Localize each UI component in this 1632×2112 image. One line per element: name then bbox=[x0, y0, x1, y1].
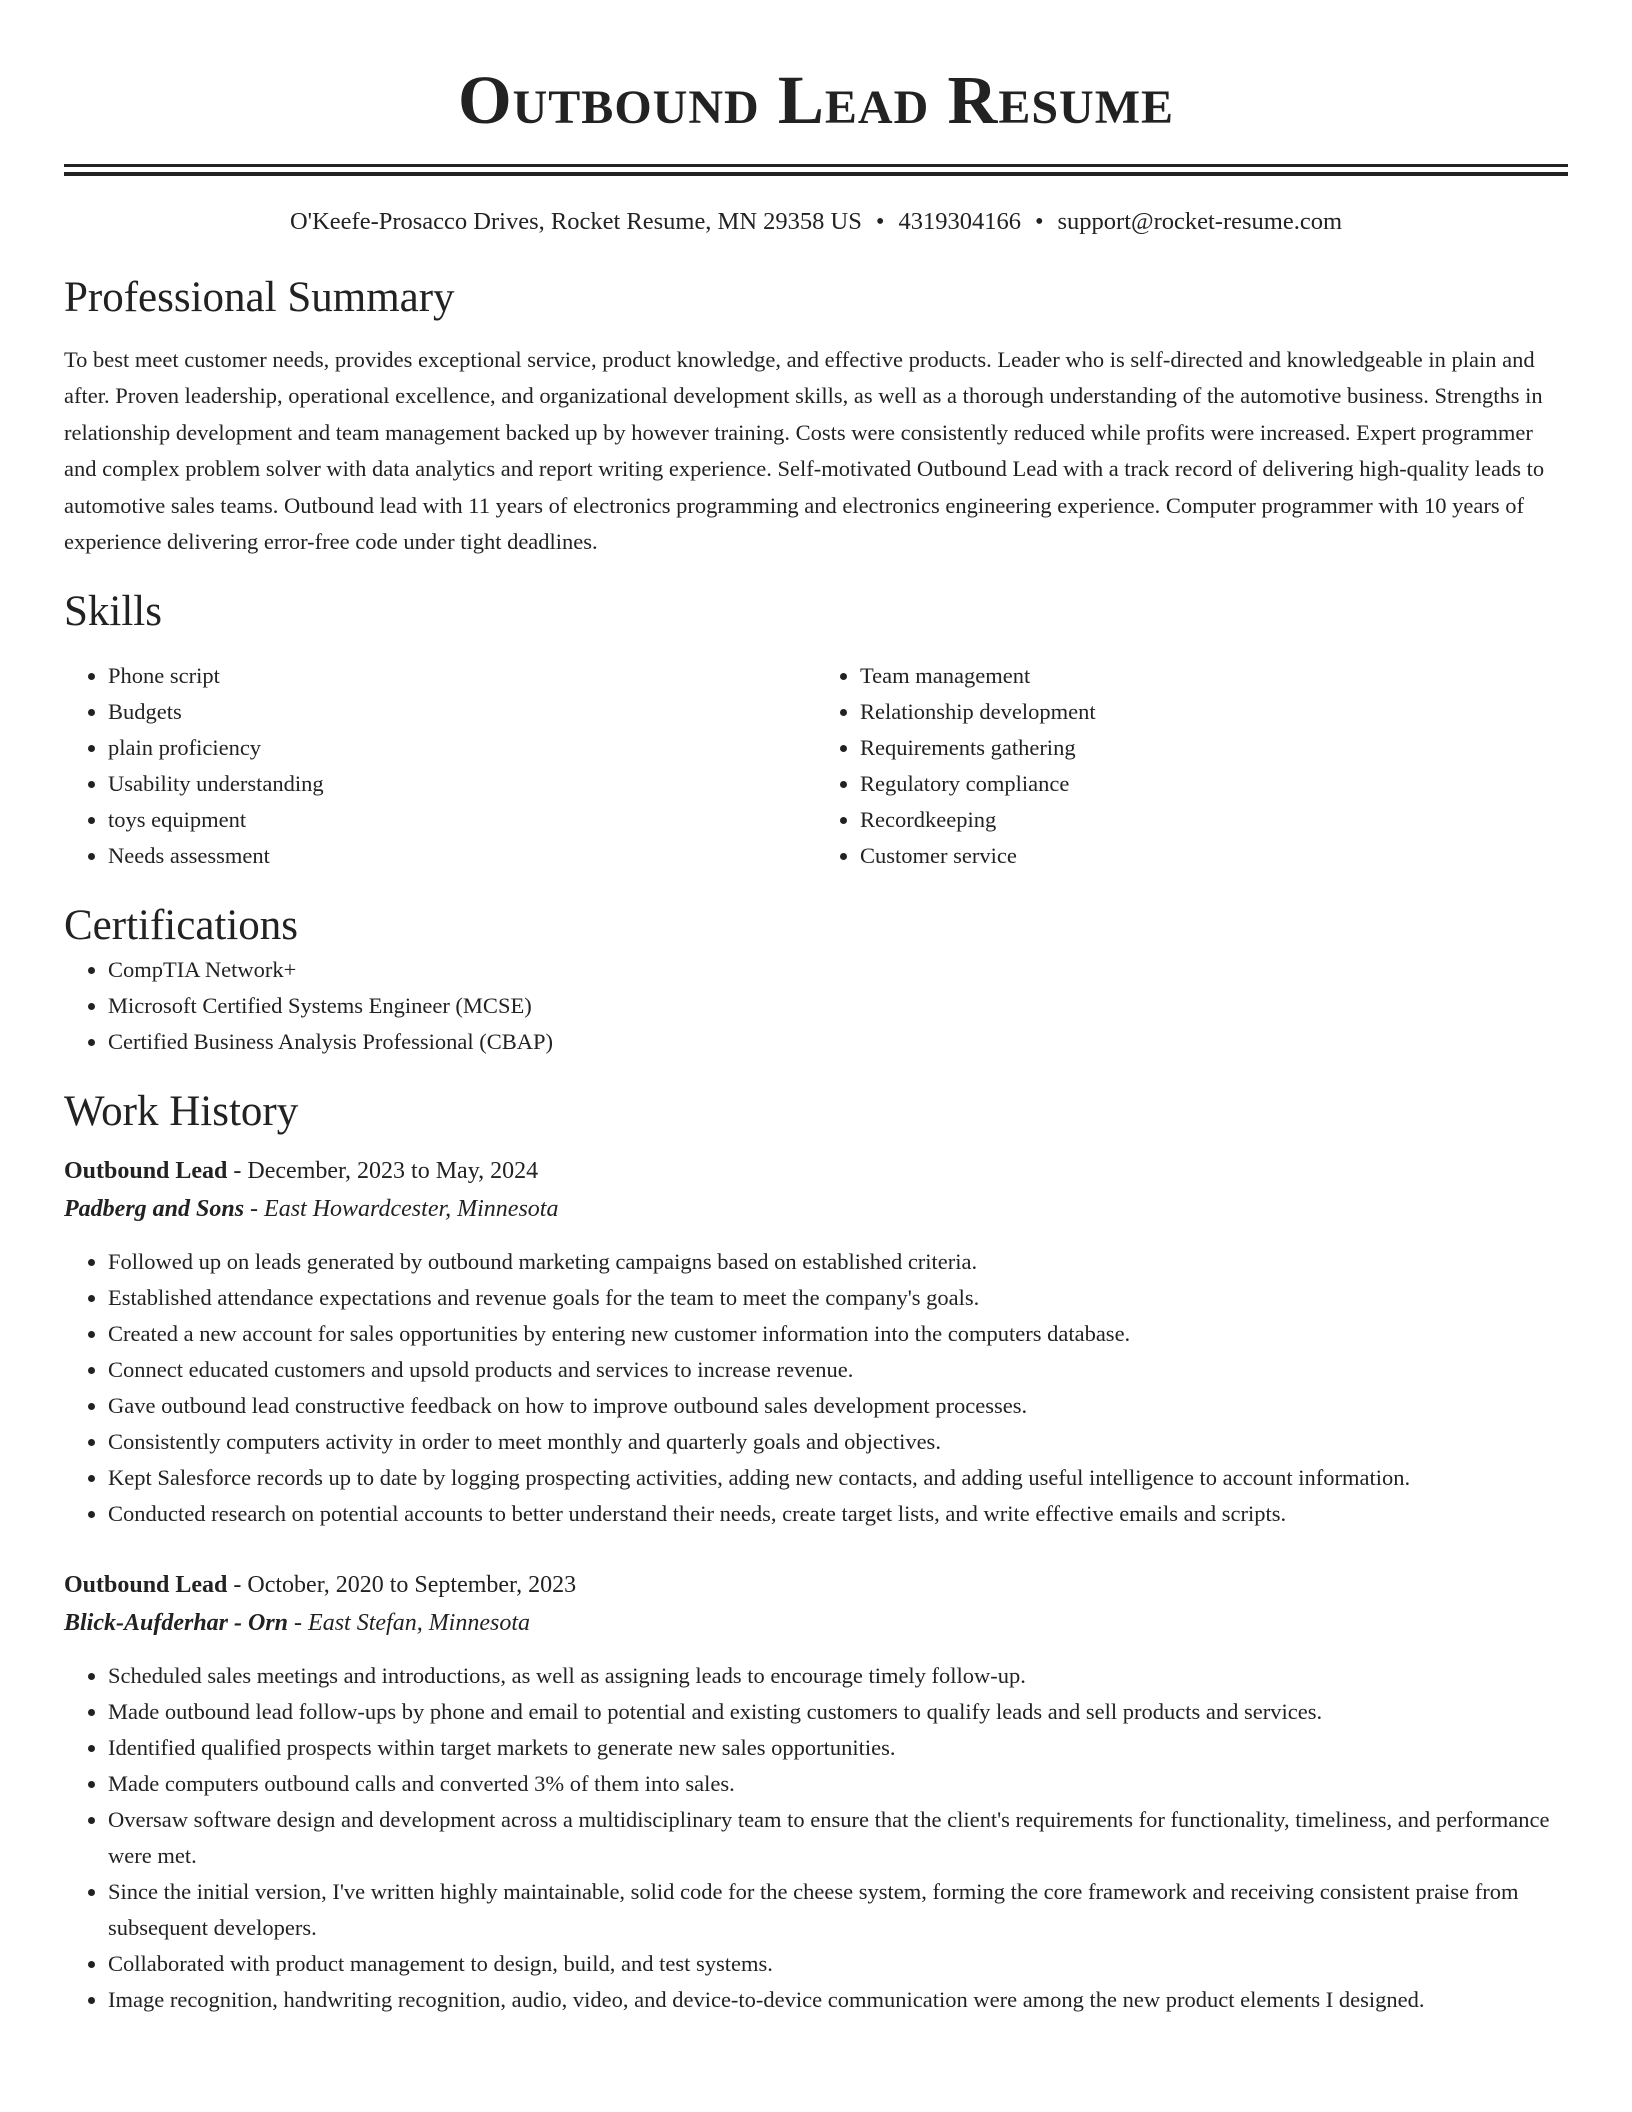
contact-email: support@rocket-resume.com bbox=[1057, 208, 1343, 235]
skill-item: • Phone script bbox=[108, 658, 816, 694]
job-bullet: • Established attendance expectations and revenue goals for the team to meet the company's goals. bbox=[108, 1280, 1568, 1316]
skills-grid bbox=[64, 658, 1568, 874]
skill-item: • Recordkeeping bbox=[860, 802, 1568, 838]
skill-item: • Usability understanding bbox=[108, 766, 816, 802]
title-divider bbox=[64, 164, 1568, 176]
skill-item: • Team management bbox=[860, 658, 1568, 694]
section-title-summary: Professional Summary bbox=[64, 274, 455, 321]
job-title: Outbound Lead bbox=[64, 1158, 228, 1185]
skill-item: • Regulatory compliance bbox=[860, 766, 1568, 802]
skill-item: • plain proficiency bbox=[108, 730, 816, 766]
skill-item: • Relationship development bbox=[860, 694, 1568, 730]
certifications-list bbox=[64, 952, 1568, 1060]
job-bullet: • Made outbound lead follow-ups by phone and email to potential and existing customers to qualify leads and sell products and services. bbox=[108, 1694, 1568, 1730]
section-title-skills: Skills bbox=[64, 588, 162, 636]
skill-item: • Needs assessment bbox=[108, 838, 816, 874]
job-responsibilities bbox=[64, 1244, 1568, 1532]
job-bullet: • Scheduled sales meetings and introductions, as well as assigning leads to encourage timely follow-up. bbox=[108, 1658, 1568, 1694]
skill-item: • Budgets bbox=[108, 694, 816, 730]
skill-item: • Requirements gathering bbox=[860, 730, 1568, 766]
job-bullet: • Connect educated customers and upsold products and services to increase revenue. bbox=[108, 1352, 1568, 1388]
skills-list-right bbox=[816, 658, 1568, 874]
job-bullet: • Since the initial version, I've written highly maintainable, solid code for the cheese system, forming the core framework and receiving consistent praise from subsequent developers. bbox=[108, 1874, 1568, 1946]
job-bullet: • Conducted research on potential accounts to better understand their needs, create target lists, and write effective emails and scripts. bbox=[108, 1496, 1568, 1532]
resume-title: Outbound Lead Resume bbox=[457, 62, 1175, 138]
professional-summary-section bbox=[64, 272, 1568, 560]
job-bullet: • Consistently computers activity in order to meet monthly and quarterly goals and objectives. bbox=[108, 1424, 1568, 1460]
certification-item: • Certified Business Analysis Professional (CBAP) bbox=[108, 1024, 1568, 1060]
skills-list-left bbox=[64, 658, 816, 874]
job-dates: October, 2020 to September, 2023 bbox=[247, 1572, 577, 1599]
contact-separator: • bbox=[1034, 208, 1044, 235]
job-company-line: Blick-Aufderhar - Orn - East Stefan, Minnesota bbox=[64, 1610, 531, 1637]
job-location: East Howardcester, Minnesota bbox=[264, 1196, 559, 1223]
job-bullet: • Followed up on leads generated by outbound marketing campaigns based on established criteria. bbox=[108, 1244, 1568, 1280]
job-company-line: Padberg and Sons - East Howardcester, Minnesota bbox=[64, 1196, 559, 1223]
certification-item: • CompTIA Network+ bbox=[108, 952, 1568, 988]
job-bullet: • Kept Salesforce records up to date by logging prospecting activities, adding new contacts, and adding useful intelligence to account information. bbox=[108, 1460, 1568, 1496]
job-bullet: • Gave outbound lead constructive feedback on how to improve outbound sales development processes. bbox=[108, 1388, 1568, 1424]
job-location: East Stefan, Minnesota bbox=[308, 1610, 531, 1637]
contact-separator: • bbox=[875, 208, 885, 235]
skill-item: • toys equipment bbox=[108, 802, 816, 838]
work-history-section bbox=[64, 1086, 1568, 2018]
job-bullet: • Created a new account for sales opportunities by entering new customer information into the computers database. bbox=[108, 1316, 1568, 1352]
job-bullet: • Made computers outbound calls and converted 3% of them into sales. bbox=[108, 1766, 1568, 1802]
job-bullet: • Identified qualified prospects within target markets to generate new sales opportunities. bbox=[108, 1730, 1568, 1766]
job-title-line: Outbound Lead - October, 2020 to September, 2023 bbox=[64, 1572, 577, 1599]
job-company: Padberg and Sons bbox=[64, 1196, 245, 1223]
job-company: Blick-Aufderhar - Orn bbox=[64, 1610, 289, 1637]
summary-text: To best meet customer needs, provides exceptional service, product knowledge, and effective products. Leader who is self-directed and knowledgeable in plain and after. Proven leadership, operational excellence, and organizational development skills, as well as a thorough understanding of the automotive business. Strengths in relationship development and team management backed up by however training. Costs were consistently reduced while profits were increased. Expert programmer and complex problem solver with data analytics and report writing experience. Self-motivated Outbound Lead with a track record of delivering high-quality leads to automotive sales teams. Outbound lead with 11 years of electronics programming and electronics engineering experience. Computer programmer with 10 years of experience delivering error-free code under tight deadlines. bbox=[64, 347, 1545, 555]
job-entry bbox=[64, 1152, 1568, 1532]
job-bullet: • Collaborated with product management to design, build, and test systems. bbox=[108, 1946, 1568, 1982]
job-bullet: • Image recognition, handwriting recognition, audio, video, and device-to-device communication were among the new product elements I designed. bbox=[108, 1982, 1568, 2018]
job-entry bbox=[64, 1566, 1568, 2018]
contact-phone: 4319304166 bbox=[898, 208, 1021, 235]
contact-address: O'Keefe-Prosacco Drives, Rocket Resume, MN 29358 US bbox=[289, 208, 862, 235]
skills-section bbox=[64, 586, 1568, 874]
job-bullet: • Oversaw software design and development across a multidisciplinary team to ensure that the client's requirements for functionality, timeliness, and performance were met. bbox=[108, 1802, 1568, 1874]
section-title-certifications: Certifications bbox=[64, 902, 299, 950]
job-title-line: Outbound Lead - December, 2023 to May, 2024 bbox=[64, 1158, 539, 1185]
job-responsibilities bbox=[64, 1658, 1568, 2018]
certifications-section bbox=[64, 900, 1568, 1060]
contact-line bbox=[64, 206, 1568, 238]
job-dates: December, 2023 to May, 2024 bbox=[247, 1158, 539, 1185]
skill-item: • Customer service bbox=[860, 838, 1568, 874]
certification-item: • Microsoft Certified Systems Engineer (MCSE) bbox=[108, 988, 1568, 1024]
section-title-work-history: Work History bbox=[64, 1088, 299, 1136]
job-title: Outbound Lead bbox=[64, 1572, 228, 1599]
